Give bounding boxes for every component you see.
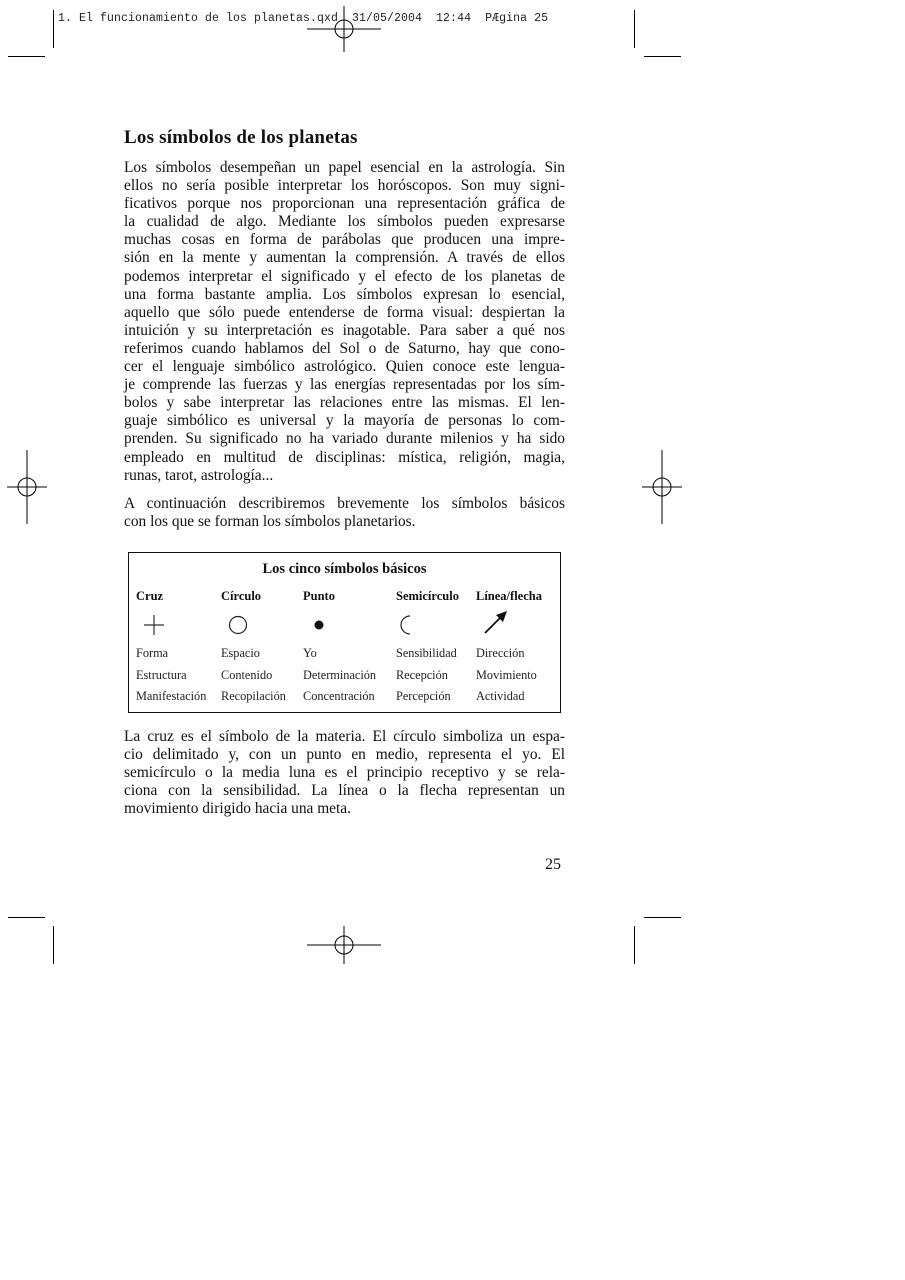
text-line: movimiento dirigido hacia una meta. [124,800,351,818]
text-line: ellos no sería posible interpretar los horóscopos. Son muy signi- [124,177,565,195]
crop-mark-top-right-horizontal [644,56,681,57]
text-line: ficativos porque nos proporcionan una representación gráfica de [124,195,565,213]
text-line: sión en la mente y aumentan la comprensión. A través de ellos [124,249,565,267]
arrow-icon [476,607,542,643]
crop-mark-top-left-vertical [53,10,54,48]
crop-mark-bottom-right-vertical [634,926,635,964]
crop-mark-top-right-vertical [634,10,635,48]
page-content-lower [124,728,565,828]
column-item: Sensibilidad [396,646,457,660]
column-item: Concentración [303,689,375,703]
text-line: aquello que sólo puede entenderse de forma visual: despiertan la [124,303,565,321]
crop-mark-bottom-right-horizontal [644,917,681,918]
column-item: Percepción [396,689,451,703]
column-item: Determinación [303,667,377,682]
text-line: semicírculo o la media luna es el principio receptivo y se rela- [124,764,565,782]
text-line: la cualidad de algo. Mediante los símbolos pueden expresarse [124,213,565,231]
text-line: empleado en multitud de disciplinas: mística, religión, magia, [124,448,565,466]
text-line: cer el lenguaje simbólico astrológico. Quien conoce este lengua- [124,358,565,376]
column-item: Forma [136,646,169,660]
crescent-icon [396,607,459,643]
text-line: muchas cosas en forma de parábolas que producen una impre- [124,231,565,249]
text-line: referimos cuando hablamos del Sol o de Saturno, hay que cono- [124,339,565,357]
registration-mark-left-icon [0,450,64,524]
text-line: runas, tarot, astrología... [124,466,274,484]
text-line: bolos y sabe interpretar las relaciones entre las mismas. El len- [124,394,565,412]
text-line: La cruz es el símbolo de la materia. El círculo simboliza un espa- [124,728,565,745]
text-line: guaje simbólico es universal y la mayoría de personas lo com- [124,412,565,430]
text-line: je comprende las fuerzas y las energías representadas por los sím- [124,376,565,394]
column-item: Estructura [136,667,187,682]
paragraph-intro [124,159,565,485]
text-line: prenden. Su significado no ha variado durante milenios y ha sido [124,430,565,448]
column-header: Semicírculo [396,589,459,603]
column-header: Cruz [136,589,164,603]
text-line: cio delimitado y, con un punto en medio, representa el yo. El [124,746,565,764]
text-line: A continuación describiremos brevemente los símbolos básicos [124,494,565,512]
paragraph-transition [124,495,565,531]
text-line: podemos interpretar el significado y el efecto de los planetas de [124,267,565,285]
text-line: Los símbolos desempeñan un papel esencial en la astrología. Sin [124,159,565,176]
basic-symbols-table [128,552,561,713]
paragraph-symbol-meaning [124,728,565,818]
text-line: una forma bastante amplia. Los símbolos expresan lo esencial, [124,285,565,303]
column-header: Círculo [221,589,262,603]
column-header: Punto [303,589,335,603]
text-line: ciona con la sensibilidad. La línea o la flecha representan un [124,782,565,800]
symbol-column-circulo [221,589,286,708]
registration-mark-top-icon [307,0,381,66]
column-item: Espacio [221,646,260,660]
column-item: Recopilación [221,689,286,703]
symbol-column-punto [303,589,376,708]
symbol-column-semicirculo [396,589,459,708]
page-content [124,124,565,541]
crop-mark-bottom-left-horizontal [8,917,45,918]
crop-mark-top-left-horizontal [8,56,45,57]
column-item: Yo [303,646,317,660]
column-header: Línea/flecha [476,589,542,603]
column-item: Actividad [476,689,525,703]
column-item: Dirección [476,646,525,660]
circle-icon [221,607,286,643]
table-title: Los cinco símbolos básicos [262,561,427,577]
slug-line: 1. El funcionamiento de los planetas.qxd 31/05/2004 12:44 PÆgina 25 [58,12,549,25]
registration-mark-bottom-icon [307,908,381,982]
section-heading: Los símbolos de los planetas [124,127,358,148]
symbol-column-cruz [136,589,206,708]
text-line: con los que se forman los símbolos planetarios. [124,512,416,530]
cross-icon [136,607,206,643]
column-item: Movimiento [476,667,537,682]
crop-mark-bottom-left-vertical [53,926,54,964]
symbol-column-linea-flecha [476,589,542,708]
column-item: Recepción [396,667,448,682]
page-number: 25 [545,856,561,873]
column-item: Contenido [221,667,273,682]
text-line: intuición y su interpretación es inagotable. Para saber a qué nos [124,321,565,339]
column-item: Manifestación [136,689,207,703]
dot-icon [303,607,376,643]
registration-mark-right-icon [625,450,699,524]
